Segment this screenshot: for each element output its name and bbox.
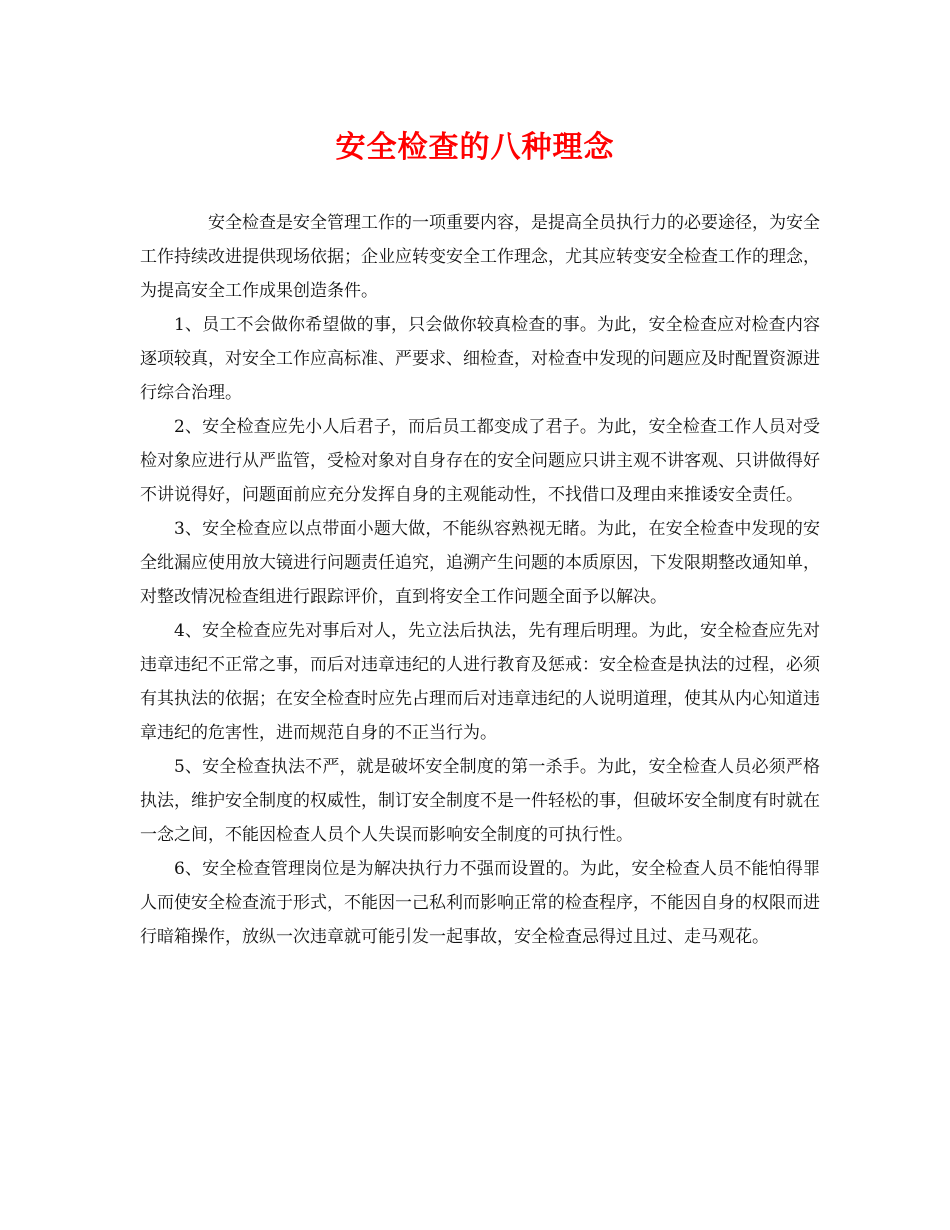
- intro-paragraph: 安全检查是安全管理工作的一项重要内容，是提高全员执行力的必要途径，为安全工作持续改进提供现场依据；企业应转变安全工作理念，尤其应转变安全检查工作的理念，为提高安全工作成果创造条件。: [140, 213, 820, 301]
- document-body: [140, 206, 820, 954]
- document-title: 安全检查的八种理念: [335, 130, 615, 165]
- paragraph-item-5: 5、安全检查执法不严，就是破坏安全制度的第一杀手。为此，安全检查人员必须严格执法，维护安全制度的权威性，制订安全制度不是一件轻松的事，但破坏安全制度有时就在一念之间，不能因检查人员个人失误而影响安全制度的可执行性。: [140, 757, 820, 845]
- paragraph-item-3: 3、安全检查应以点带面小题大做，不能纵容熟视无睹。为此，在安全检查中发现的安全纰漏应使用放大镜进行问题责任追究，追溯产生问题的本质原因，下发限期整改通知单，对整改情况检查组进行跟踪评价，直到将安全工作问题全面予以解决。: [140, 519, 820, 607]
- paragraph-item-2: 2、安全检查应先小人后君子，而后员工都变成了君子。为此，安全检查工作人员对受检对象应进行从严监管，受检对象对自身存在的安全问题应只讲主观不讲客观、只讲做得好不讲说得好，问题面前应充分发挥自身的主观能动性，不找借口及理由来推诿安全责任。: [140, 417, 820, 505]
- paragraph-item-1: 1、员工不会做你希望做的事，只会做你较真检查的事。为此，安全检查应对检查内容逐项较真，对安全工作应高标准、严要求、细检查，对检查中发现的问题应及时配置资源进行综合治理。: [140, 315, 820, 403]
- paragraph-item-6: 6、安全检查管理岗位是为解决执行力不强而设置的。为此，安全检查人员不能怕得罪人而使安全检查流于形式，不能因一己私利而影响正常的检查程序，不能因自身的权限而进行暗箱操作，放纵一次违章就可能引发一起事故，安全检查忌得过且过、走马观花。: [140, 859, 820, 947]
- paragraph-item-4: 4、安全检查应先对事后对人，先立法后执法，先有理后明理。为此，安全检查应先对违章违纪不正常之事，而后对违章违纪的人进行教育及惩戒：安全检查是执法的过程，必须有其执法的依据；在安全检查时应先占理而后对违章违纪的人说明道理，使其从内心知道违章违纪的危害性，进而规范自身的不正当行为。: [140, 621, 820, 743]
